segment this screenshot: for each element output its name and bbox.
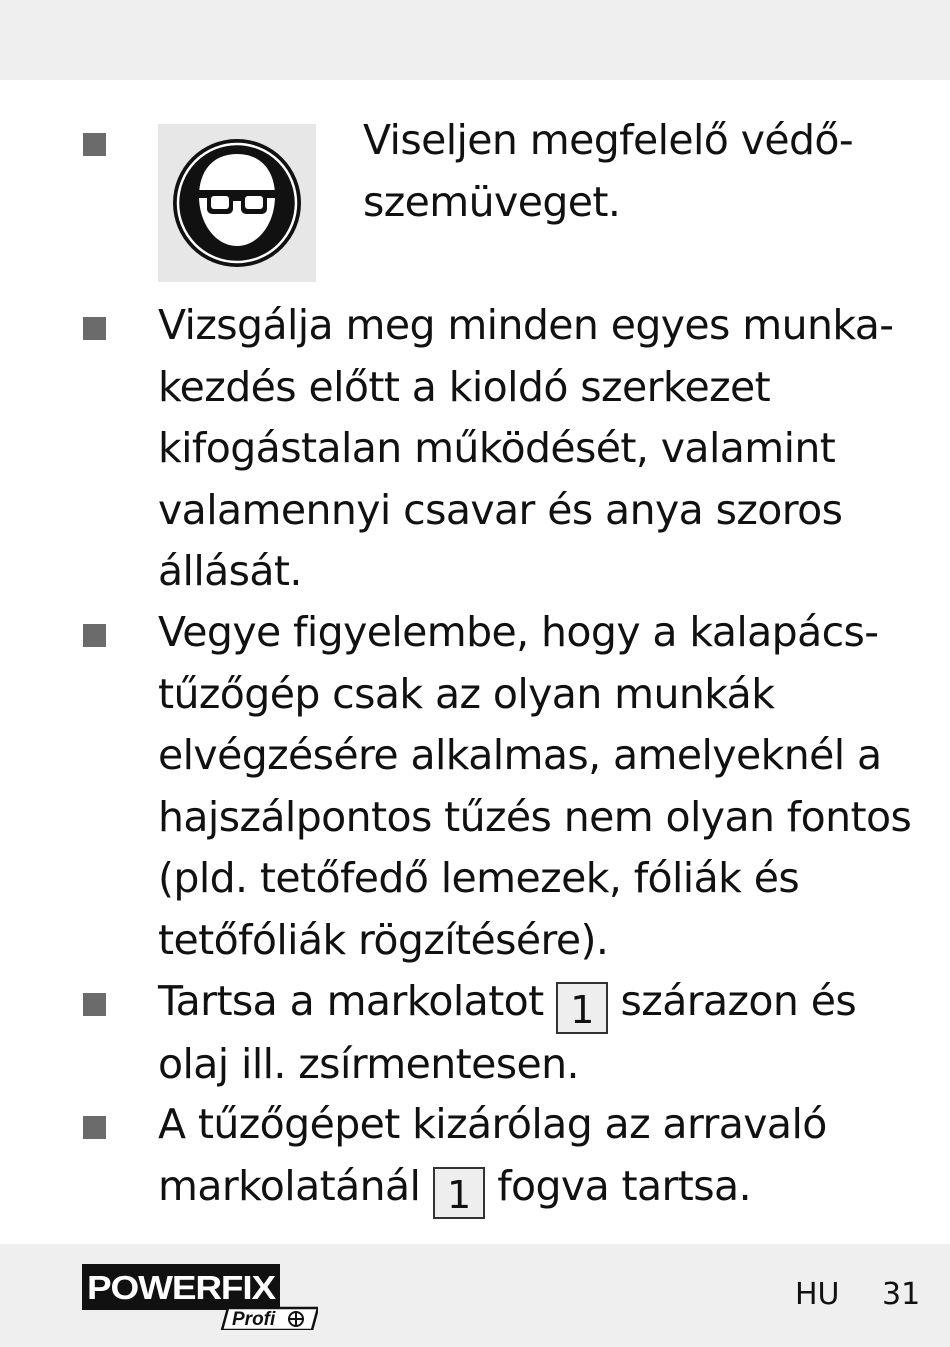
text-line: elvégzésére alkalmas, amelyeknél a <box>158 731 882 779</box>
bullet-marker <box>83 1116 106 1139</box>
text-line: Viseljen megfelelő védő- <box>363 116 854 164</box>
text-line: A tűzőgépet kizárólag az arravaló <box>158 1100 827 1148</box>
bullet-marker <box>83 317 106 340</box>
text-line: kifogástalan működését, valamint <box>158 424 836 472</box>
instruction-goggles <box>363 110 853 233</box>
instruction-hold-by-handle <box>158 1094 827 1219</box>
text-line: Vizsgálja meg minden egyes munka- <box>158 301 894 349</box>
header-band <box>0 0 950 80</box>
text-line: markolatánál 1 fogva tartsa. <box>158 1161 752 1217</box>
text-line: tűzőgép csak az olyan munkák <box>158 669 775 718</box>
page-number: 31 <box>882 1277 921 1312</box>
reference-number-box: 1 <box>433 1167 485 1219</box>
svg-text:Profi: Profi <box>232 1309 276 1330</box>
bullet-marker <box>83 624 106 647</box>
text-line: kezdés előtt a kioldó szerkezet <box>158 362 771 411</box>
svg-text:POWERFIX: POWERFIX <box>87 1269 277 1306</box>
instruction-keep-handle-dry <box>158 971 856 1096</box>
bullet-marker <box>83 993 106 1016</box>
language-code: HU <box>795 1277 840 1312</box>
powerfix-profi-logo <box>82 1264 318 1330</box>
text-line: Tartsa a markolatot 1 szárazon és <box>158 977 857 1032</box>
instruction-usage-scope <box>158 602 911 971</box>
bullet-marker <box>83 133 106 156</box>
text-line: szemüveget. <box>363 177 621 226</box>
text-line: állását. <box>158 547 302 595</box>
text-line: olaj ill. zsírmentesen. <box>158 1040 579 1088</box>
text-line: Vegye figyelembe, hogy a kalapács- <box>158 608 879 656</box>
text-line: valamennyi csavar és anya szoros <box>158 485 843 534</box>
safety-goggles-mandatory-icon <box>158 124 316 282</box>
text-line: tetőfóliák rögzítésére). <box>158 915 609 964</box>
reference-number-box: 1 <box>556 982 608 1034</box>
text-line: hajszálpontos tűzés nem olyan fontos <box>158 792 912 841</box>
instruction-check-trigger <box>158 295 894 603</box>
text-line: (pld. tetőfedő lemezek, fóliák és <box>158 854 800 902</box>
